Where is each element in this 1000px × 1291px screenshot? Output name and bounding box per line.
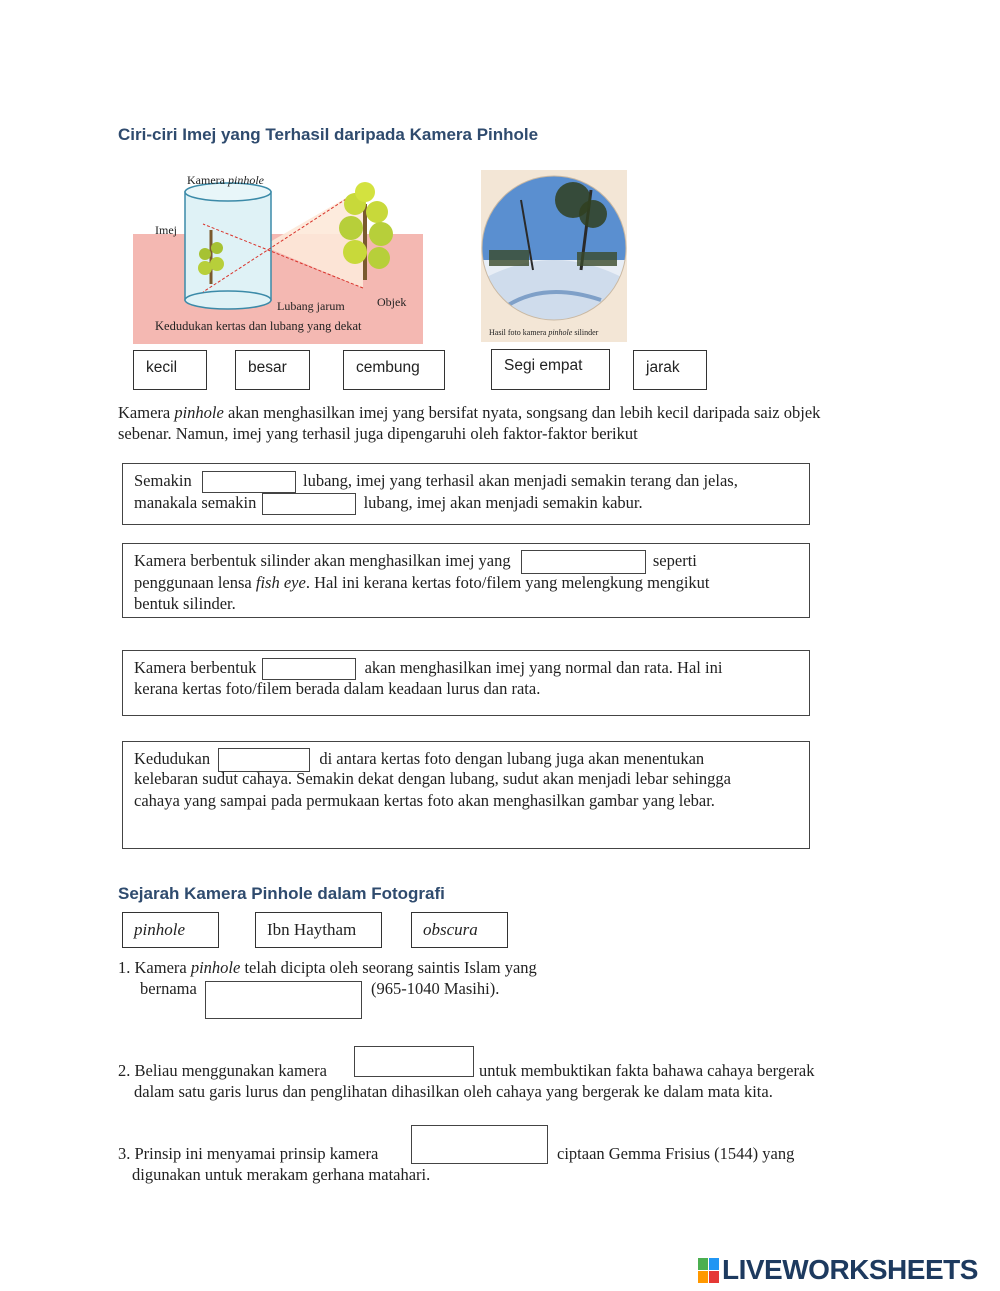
question-2-line2: dalam satu garis lurus dan penglihatan dihasilkan oleh cahaya yang bergerak ke dalam mata kita. — [134, 1082, 773, 1101]
box4-line1: Kedudukan di antara kertas foto dengan lubang juga akan menentukan — [134, 748, 704, 772]
box3-line2: kerana kertas foto/filem berada dalam keadaan lurus dan rata. — [134, 679, 541, 698]
answer-chip-ibn-haytham[interactable]: Ibn Haytham — [255, 912, 382, 948]
fisheye-caption: Hasil foto kamera pinhole silinder — [489, 328, 599, 337]
answer-chip-cembung[interactable]: cembung — [343, 350, 445, 390]
answer-chip-pinhole[interactable]: pinhole — [122, 912, 219, 948]
answer-chip-kecil[interactable]: kecil — [133, 350, 207, 390]
diagram-label-objek: Objek — [377, 295, 407, 309]
answer-chip-jarak[interactable]: jarak — [633, 350, 707, 390]
box3-line1: Kamera berbentuk akan menghasilkan imej yang normal dan rata. Hal ini — [134, 657, 722, 680]
drop-zone-q1[interactable] — [205, 981, 362, 1019]
box4-line2: kelebaran sudut cahaya. Semakin dekat dengan lubang, sudut akan menjadi lebar sehingga — [134, 769, 732, 788]
fisheye-photo — [481, 170, 627, 342]
question-3-line2: digunakan untuk merakam gerhana matahari. — [132, 1165, 431, 1184]
box2-line3: bentuk silinder. — [134, 594, 236, 613]
drop-zone-q2[interactable] — [354, 1046, 474, 1077]
box2-line1: Kamera berbentuk silinder akan menghasilkan imej yang seperti — [134, 550, 697, 574]
drop-zone-box1-blank1[interactable] — [202, 471, 296, 493]
question-1-years: (965-1040 Masihi). — [371, 979, 500, 998]
box4-line3: cahaya yang sampai pada permukaan kertas foto akan menghasilkan gambar yang lebar. — [134, 791, 715, 810]
diagram-label-imej: Imej — [155, 223, 177, 237]
question-1-line1: 1. Kamera pinhole telah dicipta oleh seorang saintis Islam yang — [118, 958, 537, 977]
drop-zone-box1-blank2[interactable] — [262, 493, 356, 515]
pinhole-camera-diagram — [133, 168, 423, 344]
drop-zone-box2-blank[interactable] — [521, 550, 646, 574]
answer-chip-besar[interactable]: besar — [235, 350, 310, 390]
answer-chip-obscura[interactable]: obscura — [411, 912, 508, 948]
question-1-label: bernama — [140, 979, 197, 998]
section-title-ciri-ciri: Ciri-ciri Imej yang Terhasil daripada Kamera Pinhole — [118, 125, 539, 144]
liveworksheets-logo-icon — [698, 1258, 720, 1284]
box2-line2: penggunaan lensa fish eye. Hal ini kerana kertas foto/filem yang melengkung mengikut — [134, 573, 710, 592]
question-3-line1b: ciptaan Gemma Frisius (1544) yang — [557, 1144, 795, 1163]
drop-zone-q3[interactable] — [411, 1125, 548, 1164]
intro-paragraph: Kamera pinhole akan menghasilkan imej yang bersifat nyata, songsang dan lebih kecil daripada saiz objek sebenar. Namun, imej yang terhasil juga dipengaruhi oleh faktor-faktor berikut — [118, 403, 821, 443]
diagram-title: Kamera pinhole — [187, 173, 264, 187]
fisheye-photo-illustration — [481, 170, 627, 342]
box1-line1: Semakin lubang, imej yang terhasil akan menjadi semakin terang dan jelas, — [134, 470, 738, 493]
question-2-line1a: 2. Beliau menggunakan kamera — [118, 1061, 327, 1080]
diagram-caption: Kedudukan kertas dan lubang yang dekat — [155, 319, 362, 333]
question-2-line1b: untuk membuktikan fakta bahawa cahaya bergerak — [479, 1061, 815, 1080]
liveworksheets-logo-text: LIVEWORKSHEETS — [722, 1254, 978, 1285]
question-3-line1a: 3. Prinsip ini menyamai prinsip kamera — [118, 1144, 379, 1163]
box1-line2: manakala semakin lubang, imej akan menjadi semakin kabur. — [134, 492, 643, 515]
section-title-sejarah: Sejarah Kamera Pinhole dalam Fotografi — [118, 884, 445, 903]
drop-zone-box3-blank[interactable] — [262, 658, 356, 680]
diagram-label-lubang: Lubang jarum — [277, 299, 345, 313]
answer-chip-segi-empat[interactable]: Segi empat — [491, 349, 610, 390]
